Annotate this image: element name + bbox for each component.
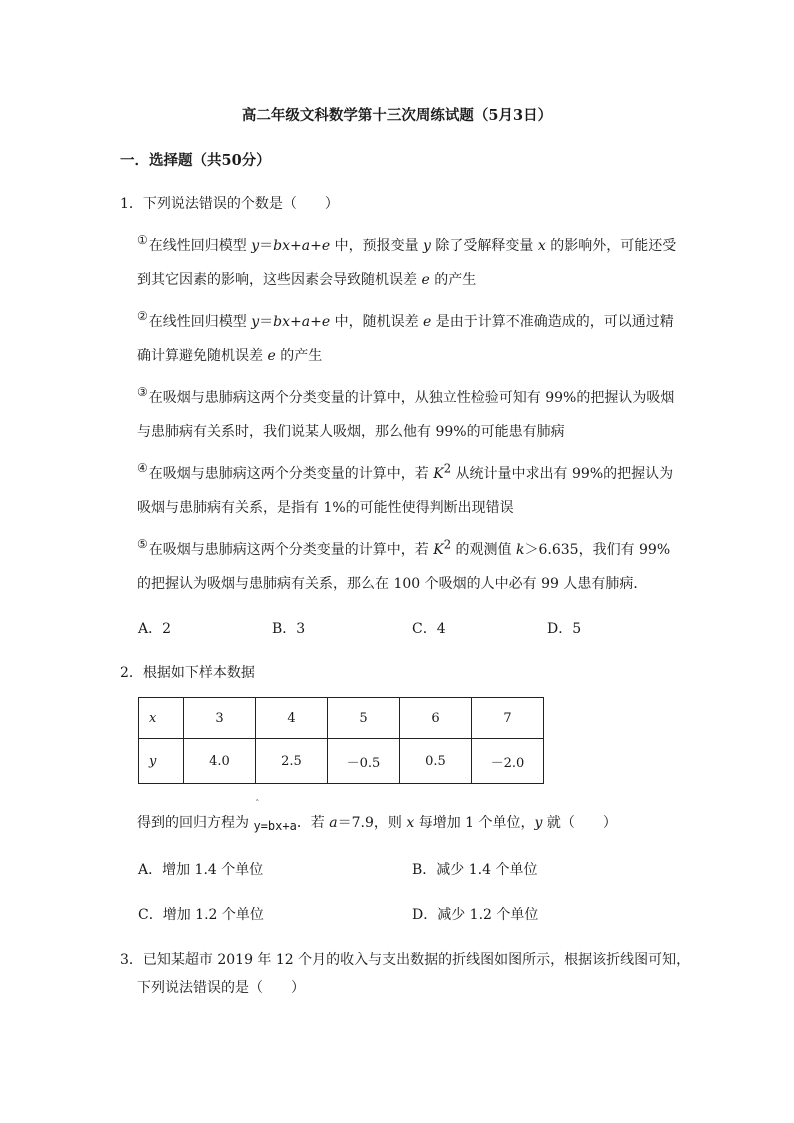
q1-statement-4-text: 在吸烟与患肺病这两个分类变量的计算中，若 $K^2$ 从统计量中求出有 99%的把握认为吸烟与患肺病有关系，是指有 1%的可能性使得判断出现错误	[137, 461, 674, 516]
circled-number-3: ③	[137, 385, 148, 399]
question-2-equation-line	[137, 812, 617, 833]
q1-statement-4	[137, 451, 677, 525]
q1-statement-3-text: 在吸烟与患肺病这两个分类变量的计算中，从独立性检验可知有 99%的把握认为吸烟与患肺病有关系时，我们说某人吸烟，那么他有 99%的可能患有肺病	[137, 390, 675, 440]
table-cell: －0.5	[328, 739, 400, 784]
q1-option-a: A．2	[138, 621, 172, 637]
q2-option-a: A．增加 1.4 个单位	[138, 862, 264, 878]
q1-statement-5-text: 在吸烟与患肺病这两个分类变量的计算中，若 $K^2$ 的观测值 k＞6.635，我们有 99%的把握认为吸烟与患肺病有关系，那么在 100 个吸烟的人中必有 99 人患有肺病．	[137, 537, 671, 592]
question-3-stem-line-1: 3．已知某超市 2019 年 12 个月的收入与支出数据的折线图如图所示，根据该折线图可知，	[120, 952, 691, 968]
q1-statement-2-text: 在线性回归模型 y＝bx+a+e 中，随机误差 e 是由于计算不准确造成的，可以通过精确计算避免随机误差 e 的产生	[137, 314, 674, 364]
page-title: 高二年级文科数学第十三次周练试题（5月3日）	[241, 107, 553, 124]
circled-number-1: ①	[137, 233, 148, 247]
regression-equation: y=bx+a	[253, 819, 297, 833]
q2-option-b: B．减少 1.4 个单位	[412, 862, 538, 878]
table-cell: 4.0	[184, 739, 256, 784]
circled-number-4: ④	[137, 461, 148, 475]
table-header-y: y	[139, 739, 184, 784]
table-header-x: x	[139, 698, 184, 739]
sample-data-table	[138, 697, 544, 784]
table-cell: －2.0	[472, 739, 544, 784]
q2-text-after: ．若 a＝7.9，则 x 每增加 1 个单位，y 就（ ）	[296, 815, 617, 831]
table-cell: 5	[328, 698, 400, 739]
table-row-y	[139, 739, 544, 784]
q1-option-b: B．3	[272, 621, 306, 637]
question-1-stem: 1．下列说法错误的个数是（ ）	[120, 196, 339, 212]
q1-statement-1	[137, 223, 677, 297]
circled-number-2: ②	[137, 309, 148, 323]
table-cell: 2.5	[256, 739, 328, 784]
q1-statement-3	[137, 375, 677, 449]
q1-option-d: D．5	[547, 621, 582, 637]
circled-number-5: ⑤	[137, 537, 148, 551]
section-heading: 一．选择题（共50分）	[120, 152, 271, 169]
question-3-stem-line-2: 下列说法错误的是（ ）	[137, 980, 305, 996]
hat-mark: ˆ	[255, 800, 260, 810]
q1-statement-5	[137, 527, 677, 601]
q1-option-c: C．4	[412, 621, 446, 637]
question-2-stem: 2．根据如下样本数据	[120, 665, 255, 681]
table-cell: 0.5	[400, 739, 472, 784]
table-cell: 4	[256, 698, 328, 739]
q2-option-c: C．增加 1.2 个单位	[138, 907, 264, 923]
q1-statement-2	[137, 299, 677, 373]
q2-text-before: 得到的回归方程为	[137, 815, 254, 831]
table-row-x	[139, 698, 544, 739]
table-cell: 7	[472, 698, 544, 739]
q1-statement-1-text: 在线性回归模型 y＝bx+a+e 中，预报变量 y 除了受解释变量 x 的影响外，可能还受到其它因素的影响，这些因素会导致随机误差 e 的产生	[137, 238, 677, 288]
q2-option-d: D．减少 1.2 个单位	[412, 907, 539, 923]
table-cell: 6	[400, 698, 472, 739]
table-cell: 3	[184, 698, 256, 739]
